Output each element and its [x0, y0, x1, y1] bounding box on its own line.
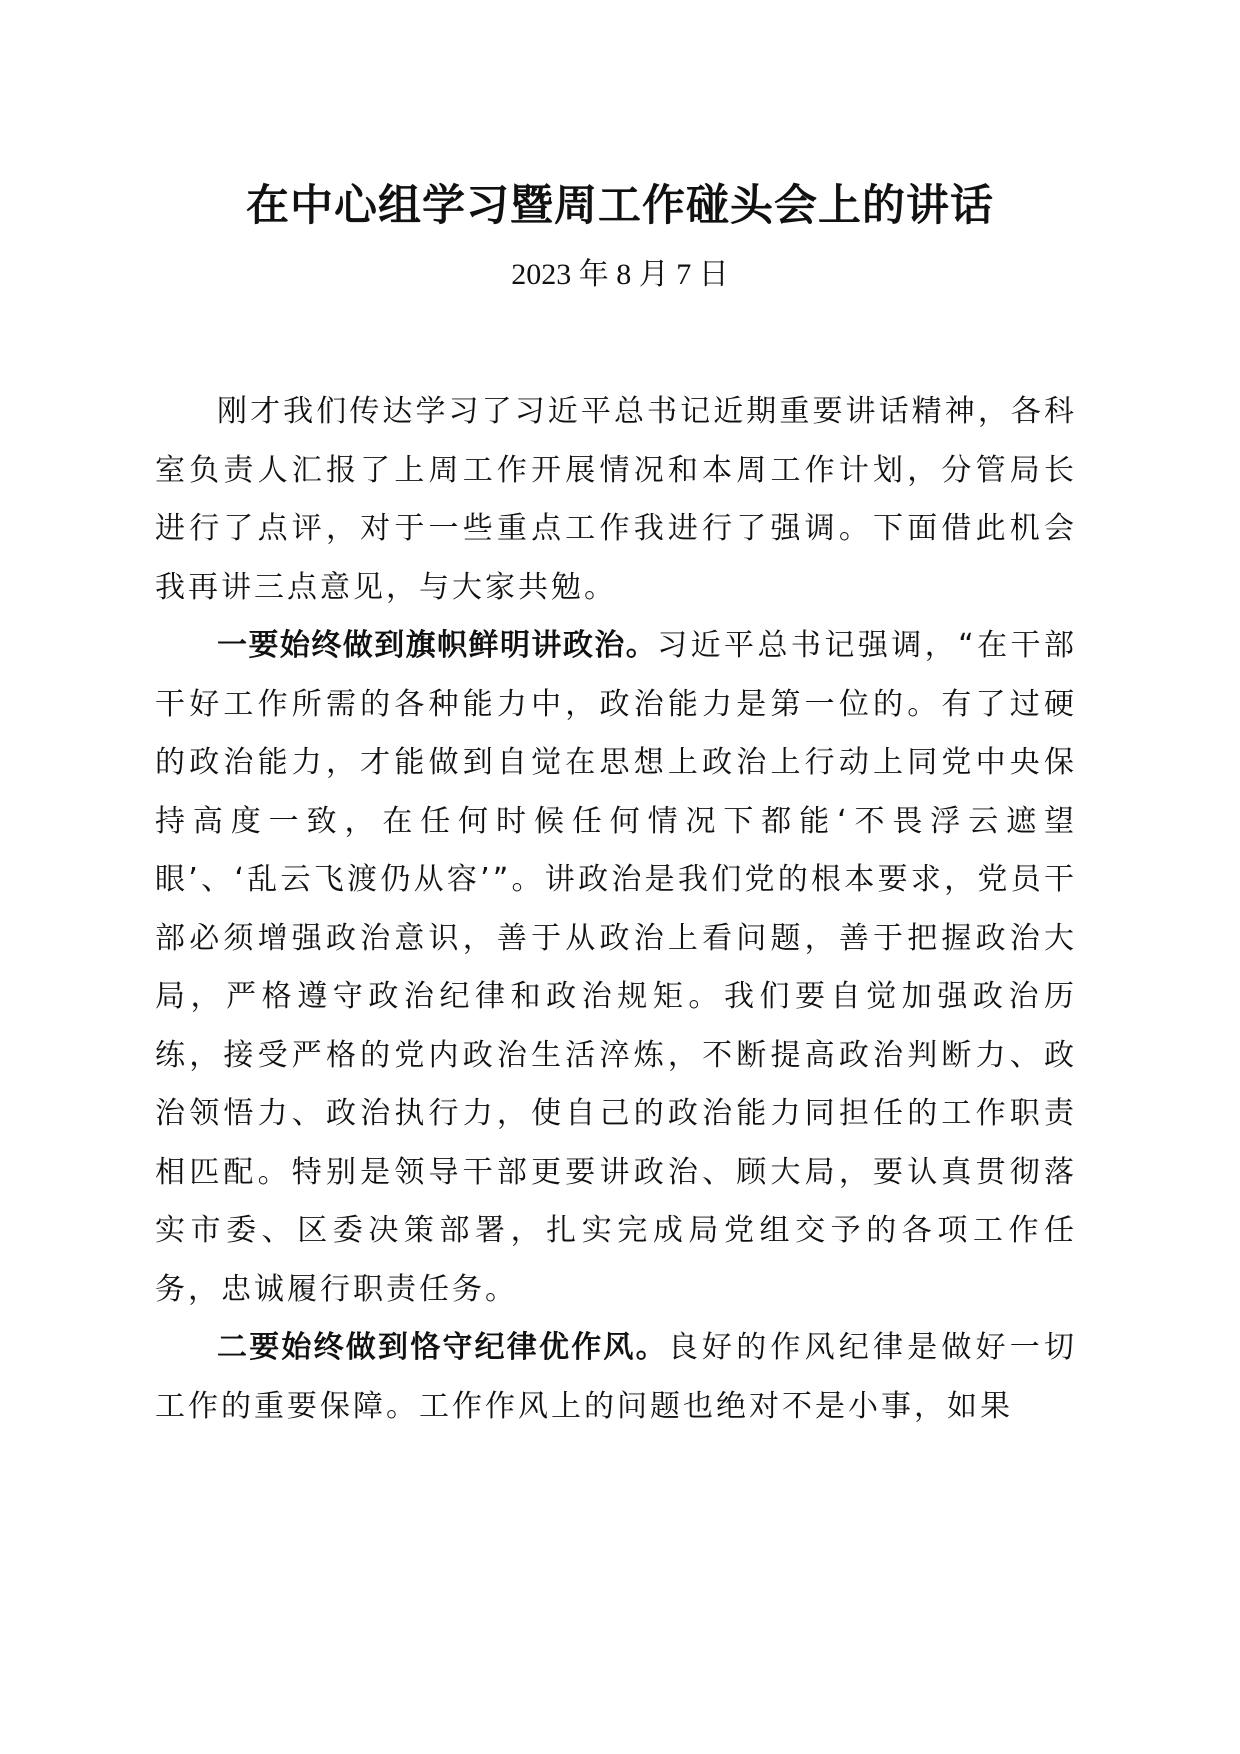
paragraph-text: 良好的作风纪律是做好一切工作的重要保障。工作作风上的问题也绝对不是小事，如果 [155, 1330, 1078, 1424]
paragraph-opening [155, 383, 1077, 617]
document-body [155, 383, 1077, 1436]
paragraph-heading: 二要始终做到恪守纪律优作风。 [217, 1330, 668, 1365]
document-title: 在中心组学习暨周工作碰头会上的讲话 [246, 181, 994, 231]
document-date: 2023 年 8 月 7 日 [511, 258, 729, 291]
paragraph-heading: 一要始终做到旗帜鲜明讲政治。 [217, 628, 658, 663]
paragraph-point-one [155, 617, 1077, 1319]
paragraph-text: 刚才我们传达学习了习近平总书记近期重要讲话精神，各科室负责人汇报了上周工作开展情况和本周工作计划，分管局长进行了点评，对于一些重点工作我进行了强调。下面借此机会我再讲三点意见，与大家共勉。 [155, 394, 1077, 605]
paragraph-text: 习近平总书记强调，“在干部干好工作所需的各种能力中，政治能力是第一位的。有了过硬的政治能力，才能做到自觉在思想上政治上行动上同党中央保持高度一致，在任何时候任何情况下都能‘不畏浮云遮望眼’、‘乱云飞渡仍从容’”。讲政治是我们党的根本要求，党员干部必须增强政治意识，善于从政治上看问题，善于把握政治大局，严格遵守政治纪律和政治规矩。我们要自觉加强政治历练，接受严格的党内政治生活淬炼，不断提高政治判断力、政治领悟力、政治执行力，使自己的政治能力同担任的工作职责相匹配。特别是领导干部更要讲政治、顾大局，要认真贯彻落实市委、区委决策部署，扎实完成局党组交予的各项工作任务，忠诚履行职责任务。 [155, 628, 1077, 1307]
paragraph-point-two [155, 1319, 1077, 1436]
